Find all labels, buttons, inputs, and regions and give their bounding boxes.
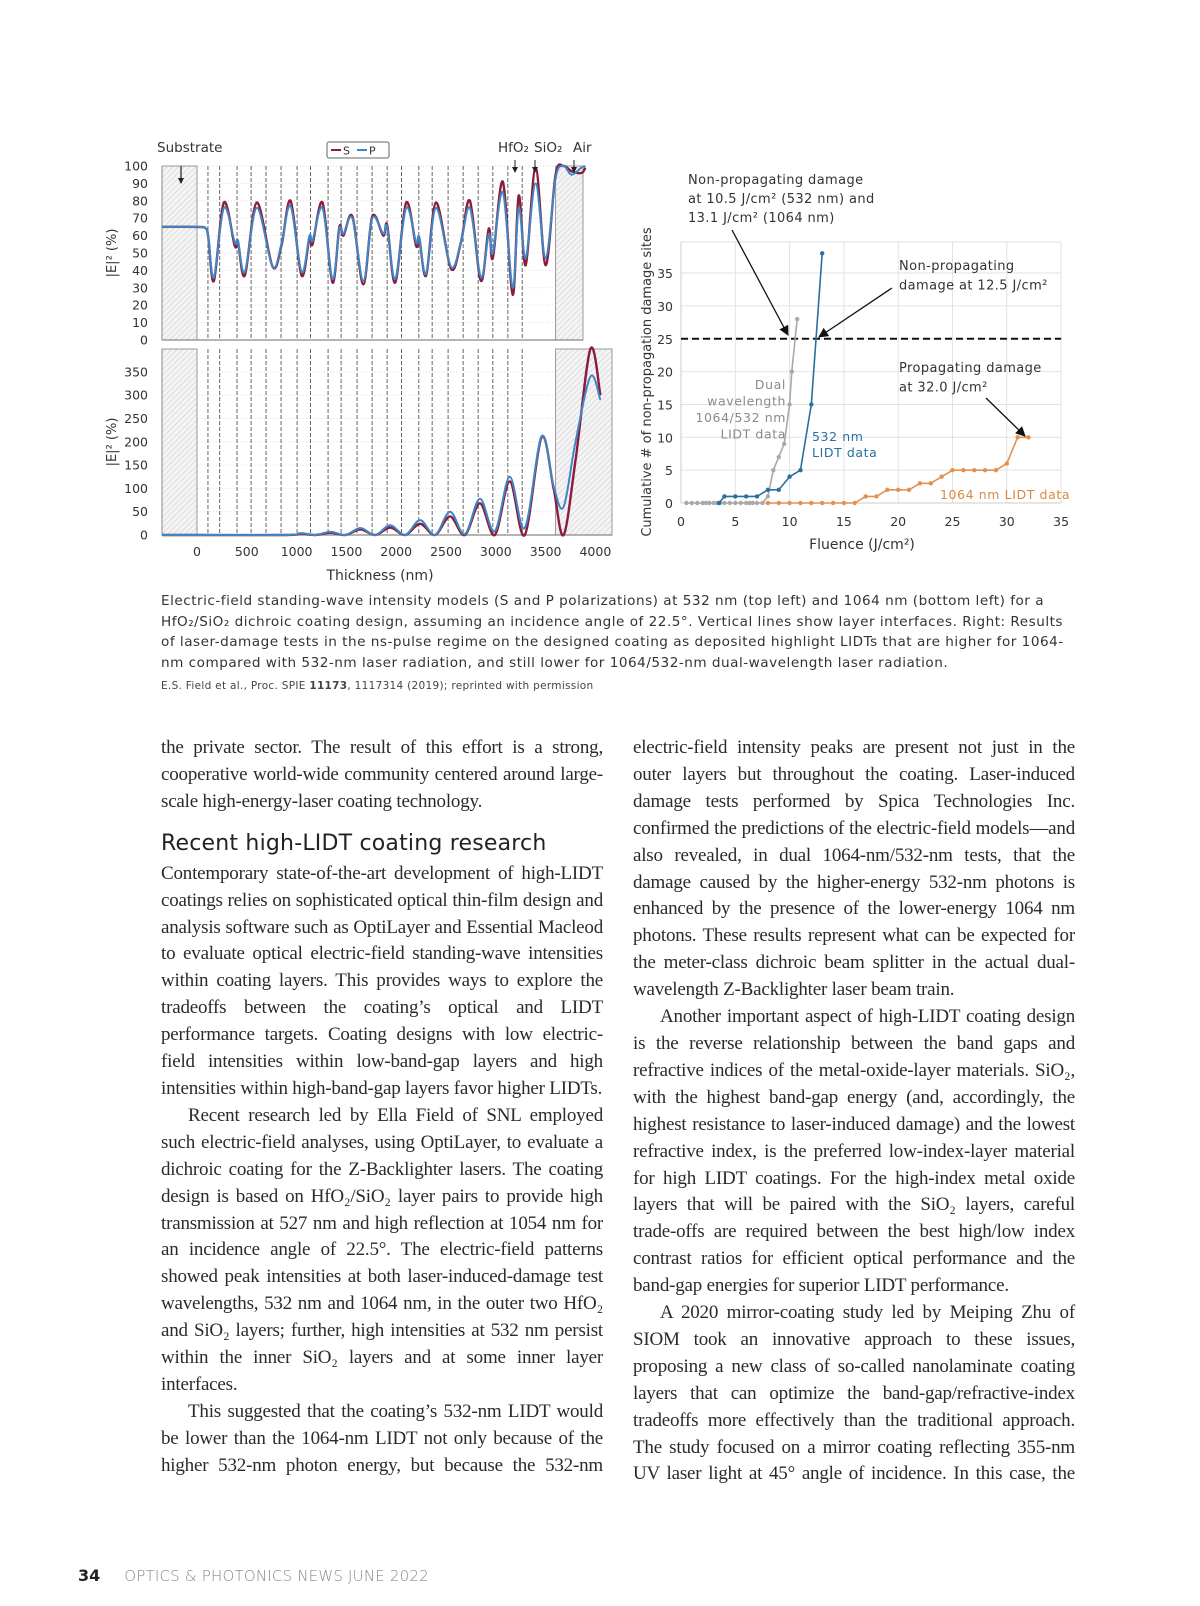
data-point-1064: [972, 468, 976, 472]
x-tick-label: 20: [890, 514, 907, 529]
y-tick-label: 70: [132, 210, 148, 226]
data-point-532: [798, 468, 802, 472]
y-tick-label: 350: [124, 364, 148, 380]
x-tick-label: 500: [234, 544, 259, 559]
data-point-1064: [842, 501, 846, 505]
x-tick-label: 1500: [330, 544, 363, 559]
series-label-1064: 1064 nm LIDT data: [940, 487, 1071, 502]
y-tick-label: 25: [657, 331, 673, 347]
arrow-icon: [819, 288, 892, 337]
y-tick-label: 300: [124, 387, 148, 403]
data-point-532: [809, 402, 813, 406]
x-tick-label: 10: [781, 514, 798, 529]
data-point-532: [820, 251, 824, 255]
legend-label-p: P: [369, 144, 376, 158]
data-point-dual: [722, 501, 726, 505]
data-point-1064: [863, 494, 867, 498]
y-tick-label: 30: [132, 280, 148, 296]
y-axis-label: Cumulative # of non-propagation damage sites: [640, 227, 655, 537]
annotation-nonprop-532: Non-propagating: [899, 259, 1015, 274]
x-tick-label: 5: [731, 514, 740, 529]
data-point-1064: [994, 468, 998, 472]
data-point-dual: [782, 442, 786, 446]
data-point-dual: [766, 494, 770, 498]
data-point-1064: [1005, 461, 1009, 465]
series-label-dual: 1064/532 nm: [695, 410, 786, 425]
data-point-1064: [918, 481, 922, 485]
y-tick-label: 250: [124, 411, 148, 426]
paragraph: electric-field intensity peaks are present not just in the outer layers but throughout the coating. Laser-induced damage tests performed by Spica Technologies Inc. confirmed the predictions of the electric-field models—and also revealed, in dual 1064-nm/532-nm tests, that the damage caused by the higher-energy 532-nm photons is enhanced by the presence of the lower-energy 1064 nm photons. These results represent what can be expected for the meter-class dichroic beam splitter in the actual dual-wavelength Z-Backlighter laser beam train.: [633, 737, 1075, 1001]
magazine-issue: OPTICS & PHOTONICS NEWS JUNE 2022: [124, 1567, 429, 1585]
arrow-icon: [732, 230, 788, 335]
y-tick-label: 0: [140, 527, 148, 543]
data-point-dual: [787, 402, 791, 406]
efield-532nm-chart: [105, 140, 592, 348]
y-tick-label: 50: [132, 504, 148, 520]
hfo2-label: HfO₂: [498, 140, 529, 156]
x-tick-label: 30: [998, 514, 1015, 529]
data-point-1064: [1015, 435, 1019, 439]
y-tick-label: 100: [124, 480, 148, 496]
paragraph: Recent research led by Ella Field of SNL employed such electric-field analyses, using OptiLayer, to evaluate a dichroic coating for the Z-Backlighter lasers. The coating design is based on HfO₂/SiO₂ layer pairs to provide high transmission at 527 nm and high reflection at 1054 nm for an incidence angle of 22.5°. The electric-field patterns showed peak intensities at both laser-induced-damage test wavelengths, 532 nm and 1064 nm, in the outer two HfO₂ and SiO₂ layers; further, high intensities at 532 nm persist within the inner SiO₂ layers and at some inner layer interfaces.: [161, 1104, 603, 1395]
y-tick-label: 90: [132, 175, 148, 191]
data-point-1064: [896, 488, 900, 492]
article-column-right: [633, 735, 1075, 1488]
paragraph: A 2020 mirror-coating study led by Meiping Zhu of SIOM took an innovative approach to these issues, proposing a new class of so-called nanolaminate coating layers that can optimize the band-gap/refractive-index tradeoffs more effectively than the traditional approach. The study focused on a mirror coating reflecting 355-nm UV laser light at 45° angle of incidence. In this case, the: [633, 1302, 1075, 1485]
annotation-prop-1064: Propagating damage: [899, 361, 1042, 376]
arrow-icon: [986, 398, 1025, 436]
y-tick-label: 35: [657, 266, 673, 282]
air-label: Air: [573, 140, 592, 156]
data-point-dual: [690, 501, 694, 505]
x-tick-label: 2000: [380, 544, 413, 559]
data-point-1064: [929, 481, 933, 485]
annotation-prop-1064: at 32.0 J/cm²: [899, 380, 988, 396]
section-heading: Recent high-LIDT coating research: [161, 830, 547, 856]
paragraph: Another important aspect of high-LIDT coating design is the reverse relationship between the band gaps and refractive indices of the metal-oxide-layer materials. SiO₂, with the highest band-gap energy (and, accordingly, the highest resistance to laser-induced damage) and the lowest refractive index, is the preferred low-index-layer material for high LIDT coatings. For the high-index metal oxide layers that will be paired with the SiO₂ layers, careful trade-offs are required between the best high/low index contrast ratios for efficient optical performance and the band-gap energies for superior LIDT performance.: [633, 1006, 1075, 1297]
y-tick-label: 20: [132, 297, 148, 313]
y-tick-label: 10: [132, 315, 148, 331]
x-axis-label: Thickness (nm): [326, 568, 434, 584]
data-point-dual: [771, 468, 775, 472]
data-point-532: [787, 475, 791, 479]
data-point-dual: [795, 317, 799, 321]
x-tick-label: 4000: [579, 544, 612, 559]
credit-volume: 11173: [309, 680, 348, 692]
data-point-1064: [831, 501, 835, 505]
paragraph: This suggested that the coating’s 532-nm LIDT would be lower than the 1064-nm LIDT not only because of the higher 532-nm photon energy, but because the 532-nm: [161, 1400, 603, 1476]
data-point-dual: [739, 501, 743, 505]
y-tick-label: 15: [657, 397, 673, 413]
data-point-1064: [777, 501, 781, 505]
data-point-1064: [798, 501, 802, 505]
substrate-label: Substrate: [157, 140, 223, 156]
y-tick-label: 80: [132, 193, 148, 209]
y-axis-label: |E|² (%): [105, 417, 120, 467]
data-point-1064: [885, 488, 889, 492]
credit-prefix: E.S. Field et al., Proc. SPIE: [161, 680, 310, 692]
series-label-dual: Dual: [754, 377, 786, 392]
data-point-dual: [707, 501, 711, 505]
data-point-1064: [983, 468, 987, 472]
series-label-532: LIDT data: [812, 445, 878, 460]
series-line-p: [162, 375, 600, 535]
data-point-532: [722, 494, 726, 498]
data-point-1064: [961, 468, 965, 472]
y-tick-label: 0: [665, 496, 673, 511]
sio2-label: SiO₂: [534, 140, 563, 156]
figure: [0, 0, 1200, 590]
data-point-532: [733, 494, 737, 498]
data-point-1064: [874, 494, 878, 498]
y-tick-label: 150: [124, 457, 148, 473]
x-tick-label: 3000: [479, 544, 512, 559]
x-tick-label: 0: [677, 514, 685, 529]
y-tick-label: 60: [132, 228, 148, 244]
credit-suffix: , 1117314 (2019); reprinted with permission: [347, 680, 594, 692]
y-tick-label: 200: [124, 434, 148, 450]
data-point-dual: [750, 501, 754, 505]
data-point-1064: [950, 468, 954, 472]
article-column-left: [161, 735, 603, 1480]
page-number: 34: [78, 1566, 101, 1585]
y-tick-label: 30: [657, 298, 673, 314]
annotation-nonprop-532: damage at 12.5 J/cm²: [899, 278, 1048, 294]
data-point-1064: [1026, 435, 1030, 439]
annotation-nonprop-dual: Non-propagating damage: [688, 173, 864, 188]
x-axis-label: Fluence (J/cm²): [809, 537, 915, 553]
data-point-dual: [684, 501, 688, 505]
x-tick-label: 3500: [529, 544, 562, 559]
data-point-1064: [853, 501, 857, 505]
x-tick-label: 0: [193, 544, 201, 559]
y-tick-label: 20: [657, 364, 673, 380]
y-tick-label: 100: [124, 158, 148, 174]
substrate-region: [162, 166, 197, 340]
data-point-1064: [787, 501, 791, 505]
figure-caption: Electric-field standing-wave intensity models (S and P polarizations) at 532 nm (top left) and 1064 nm (bottom left) for a HfO₂/SiO₂ dichroic coating design, assuming an incidence angle of 22.5°. Vertical lines show layer interfaces. Right: Results of laser-damage tests in the ns-pulse regime on the designed coating as deposited highlight LIDTs that are higher for 1064-nm compared with 532-nm laser radiation, and still lower for 1064/532-nm dual-wavelength laser radiation.: [161, 593, 1064, 671]
data-point-dual: [760, 501, 764, 505]
data-point-1064: [809, 501, 813, 505]
x-tick-label: 25: [944, 514, 961, 529]
data-point-dual: [728, 501, 732, 505]
series-label-532: 532 nm: [812, 429, 864, 444]
series-label-dual: wavelength: [707, 393, 786, 409]
data-point-dual: [755, 501, 759, 505]
x-tick-label: 1000: [280, 544, 313, 559]
annotation-nonprop-dual: at 10.5 J/cm² (532 nm) and: [688, 192, 875, 207]
x-tick-label: 35: [1053, 514, 1070, 529]
y-tick-label: 5: [665, 463, 673, 479]
data-point-1064: [766, 501, 770, 505]
y-tick-label: 50: [132, 245, 148, 261]
data-point-1064: [907, 488, 911, 492]
y-tick-label: 0: [140, 332, 148, 348]
y-tick-label: 40: [132, 262, 148, 278]
legend: [327, 142, 389, 158]
page-footer: [78, 1566, 429, 1585]
data-point-dual: [695, 501, 699, 505]
figure-credit: [161, 680, 593, 692]
series-label-dual: LIDT data: [720, 426, 786, 442]
y-axis-label: |E|² (%): [105, 228, 120, 278]
data-point-1064: [939, 475, 943, 479]
paragraph: Contemporary state-of-the-art development of high-LIDT coatings relies on sophisticated optical thin-film design and analysis software such as OptiLayer and Essential Macleod to evaluate optical electric-field standing-wave intensities within coating layers. This provides ways to explore the tradeoffs between the coating’s optical and LIDT performance targets. Coating designs with low electric-field intensities within low-band-gap layers and high intensities within high-band-gap layers favor higher LIDTs.: [161, 862, 603, 1099]
data-point-532: [777, 488, 781, 492]
data-point-dual: [733, 501, 737, 505]
data-point-dual: [777, 455, 781, 459]
paragraph: the private sector. The result of this effort is a strong, cooperative world-wide community centered around large-scale high-energy-laser coating technology.: [161, 737, 603, 812]
substrate-region: [162, 349, 197, 535]
data-point-532: [744, 494, 748, 498]
air-region: [556, 166, 583, 340]
legend-label-s: S: [343, 144, 350, 158]
data-point-532: [766, 488, 770, 492]
y-tick-label: 10: [657, 430, 673, 446]
data-point-1064: [820, 501, 824, 505]
x-tick-label: 2500: [430, 544, 462, 559]
data-point-532: [717, 501, 721, 505]
annotation-nonprop-dual: 13.1 J/cm² (1064 nm): [688, 211, 835, 226]
lidt-results-chart: [640, 173, 1070, 553]
data-point-532: [755, 494, 759, 498]
x-tick-label: 15: [835, 514, 852, 529]
data-point-dual: [790, 369, 794, 373]
efield-1064nm-chart: [105, 347, 612, 584]
